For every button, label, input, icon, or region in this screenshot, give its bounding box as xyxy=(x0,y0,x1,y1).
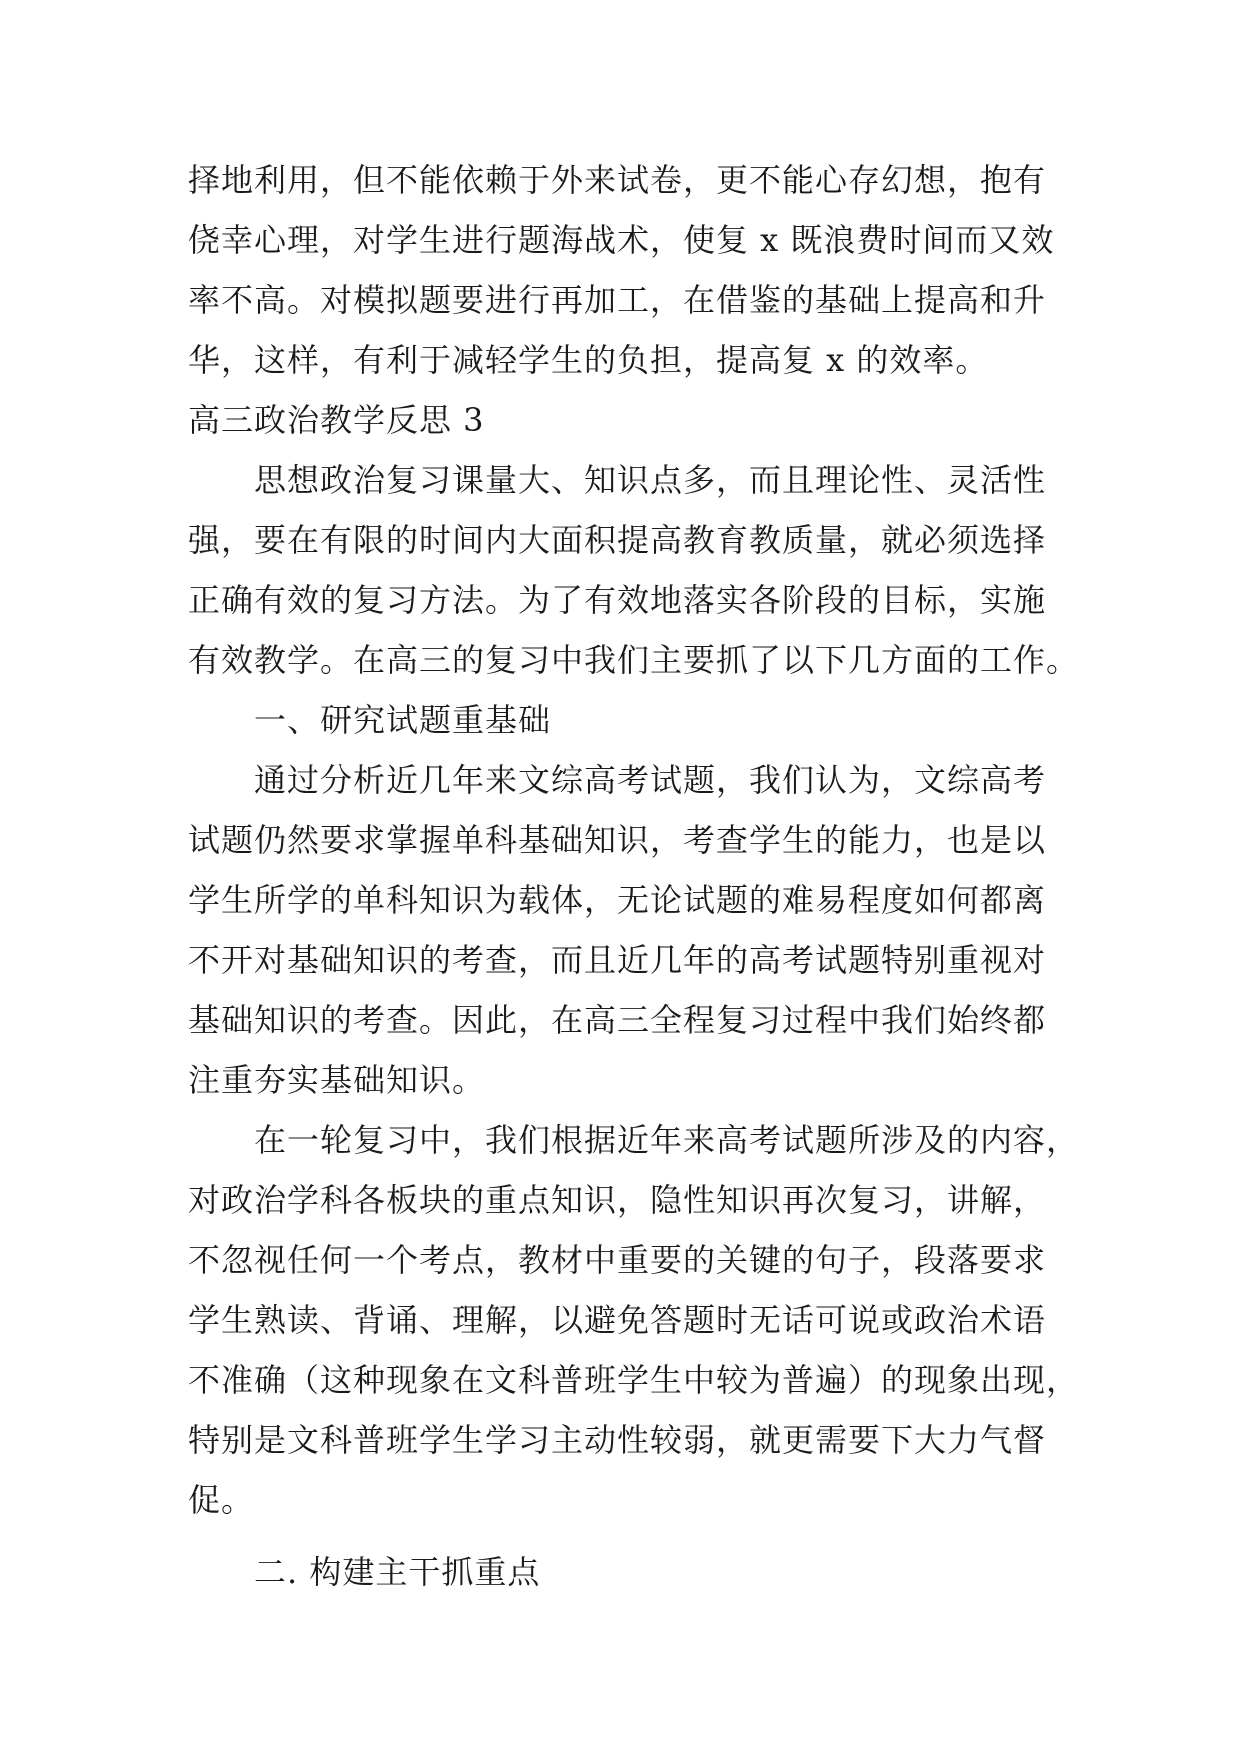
text-line: 不准确（这种现象在文科普班学生中较为普遍）的现象出现， xyxy=(188,1361,1080,1399)
text-line: 对政治学科各板块的重点知识，隐性知识再次复习，讲解， xyxy=(188,1181,1047,1219)
subheading: 二. 构建主干抓重点 xyxy=(254,1553,541,1591)
text-line: 华，这样，有利于减轻学生的负担，提高复 x 的效率。 xyxy=(188,341,989,379)
text-line: 不开对基础知识的考查，而且近几年的高考试题特别重视对 xyxy=(188,941,1047,979)
text-line: 基础知识的考查。因此，在高三全程复习过程中我们始终都 xyxy=(188,1001,1047,1039)
text-line: 在一轮复习中，我们根据近年来高考试题所涉及的内容， xyxy=(254,1121,1080,1159)
subheading: 一、研究试题重基础 xyxy=(254,701,552,739)
text-line: 学生熟读、背诵、理解，以避免答题时无话可说或政治术语 xyxy=(188,1301,1047,1339)
text-line: 率不高。对模拟题要进行再加工，在借鉴的基础上提高和升 xyxy=(188,281,1047,319)
section-title: 高三政治教学反思 3 xyxy=(188,401,485,439)
text-line: 注重夯实基础知识。 xyxy=(188,1061,486,1099)
text-line: 侥幸心理，对学生进行题海战术，使复 x 既浪费时间而又效 xyxy=(188,221,1055,259)
text-line: 特别是文科普班学生学习主动性较弱，就更需要下大力气督 xyxy=(188,1421,1047,1459)
text-line: 择地利用，但不能依赖于外来试卷，更不能心存幻想，抱有 xyxy=(188,161,1047,199)
text-line: 促。 xyxy=(188,1481,255,1519)
text-line: 强，要在有限的时间内大面积提高教育教质量，就必须选择 xyxy=(188,521,1047,559)
text-line: 学生所学的单科知识为载体，无论试题的难易程度如何都离 xyxy=(188,881,1047,919)
text-line: 思想政治复习课量大、知识点多，而且理论性、灵活性 xyxy=(254,461,1047,499)
text-line: 不忽视任何一个考点，教材中重要的关键的句子，段落要求 xyxy=(188,1241,1047,1279)
text-line: 通过分析近几年来文综高考试题，我们认为，文综高考 xyxy=(254,761,1047,799)
text-line: 试题仍然要求掌握单科基础知识，考查学生的能力，也是以 xyxy=(188,821,1047,859)
text-line: 正确有效的复习方法。为了有效地落实各阶段的目标，实施 xyxy=(188,581,1047,619)
text-line: 有效教学。在高三的复习中我们主要抓了以下几方面的工作。 xyxy=(188,641,1080,679)
